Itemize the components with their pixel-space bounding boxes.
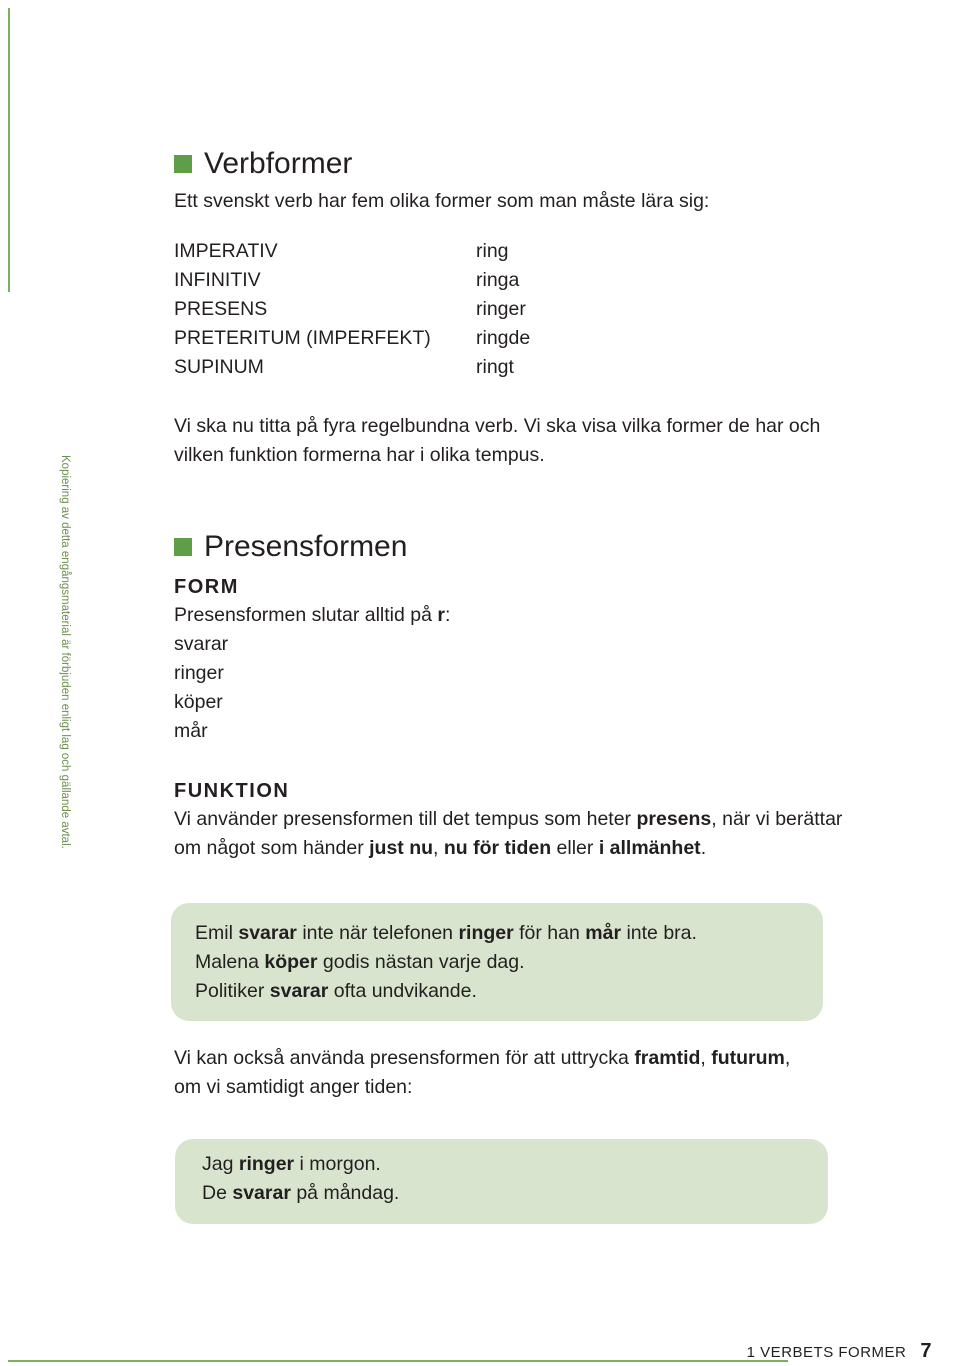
example-word: svarar — [174, 633, 229, 655]
chapter-label: 1 VERBETS FORMER — [746, 1344, 907, 1361]
form-label: IMPERATIV — [174, 240, 278, 262]
form-value: ringa — [476, 269, 520, 291]
page-number: 7 — [920, 1340, 932, 1362]
funktion-heading: FUNKTION — [174, 780, 290, 802]
verb-forms-table — [174, 237, 820, 382]
green-square-bullet-icon — [174, 155, 192, 173]
example-box — [175, 1139, 828, 1224]
example-word: mår — [174, 720, 208, 742]
example-sentence: Emil svarar inte när telefonen ringer för han mår inte bra. — [195, 922, 697, 944]
form-value: ringer — [476, 298, 526, 320]
section-title: Presensformen — [204, 530, 408, 563]
form-label: PRESENS — [174, 298, 268, 320]
page-footer — [747, 1340, 932, 1363]
example-sentence: De svarar på måndag. — [202, 1182, 400, 1204]
form-label: PRETERITUM (IMPERFEKT) — [174, 327, 431, 349]
outro-line: Vi ska nu titta på fyra regelbundna verb. Vi ska visa vilka former de har och — [174, 415, 821, 437]
margin-rule-top — [8, 8, 10, 292]
example-word: ringer — [174, 662, 224, 684]
example-sentence: Malena köper godis nästan varje dag. — [195, 951, 525, 973]
section-title: Verbformer — [204, 147, 353, 180]
form-value: ringde — [476, 327, 531, 349]
example-sentence: Politiker svarar ofta undvikande. — [195, 980, 477, 1002]
intro-text: Ett svenskt verb har fem olika former som man måste lära sig: — [174, 190, 710, 212]
form-heading: FORM — [174, 576, 239, 598]
footer-rule — [8, 1360, 788, 1362]
form-value: ring — [476, 240, 509, 262]
copyright-side-note: Kopiering av detta engångsmaterial är förbjuden enligt lag och gällande avtal. — [59, 455, 71, 849]
form-text: Presensformen slutar alltid på r: — [174, 604, 451, 626]
future-line: Vi kan också använda presensformen för att uttrycka framtid, futurum, — [174, 1047, 791, 1069]
future-line: om vi samtidigt anger tiden: — [174, 1076, 413, 1098]
form-label: SUPINUM — [174, 356, 264, 378]
section-presensformen — [174, 529, 842, 863]
example-word: köper — [174, 691, 223, 713]
funktion-line: om något som händer just nu, nu för tiden eller i allmänhet. — [174, 837, 707, 859]
funktion-line: Vi använder presensformen till det tempus som heter presens, när vi berättar — [174, 808, 843, 830]
section-verbformer — [174, 146, 820, 470]
example-box — [171, 903, 823, 1021]
green-square-bullet-icon — [174, 538, 192, 556]
form-label: INFINITIV — [174, 269, 261, 291]
outro-line: vilken funktion formerna har i olika tempus. — [174, 444, 545, 466]
example-sentence: Jag ringer i morgon. — [202, 1153, 381, 1175]
future-paragraph — [174, 1044, 790, 1102]
form-value: ringt — [476, 356, 514, 378]
